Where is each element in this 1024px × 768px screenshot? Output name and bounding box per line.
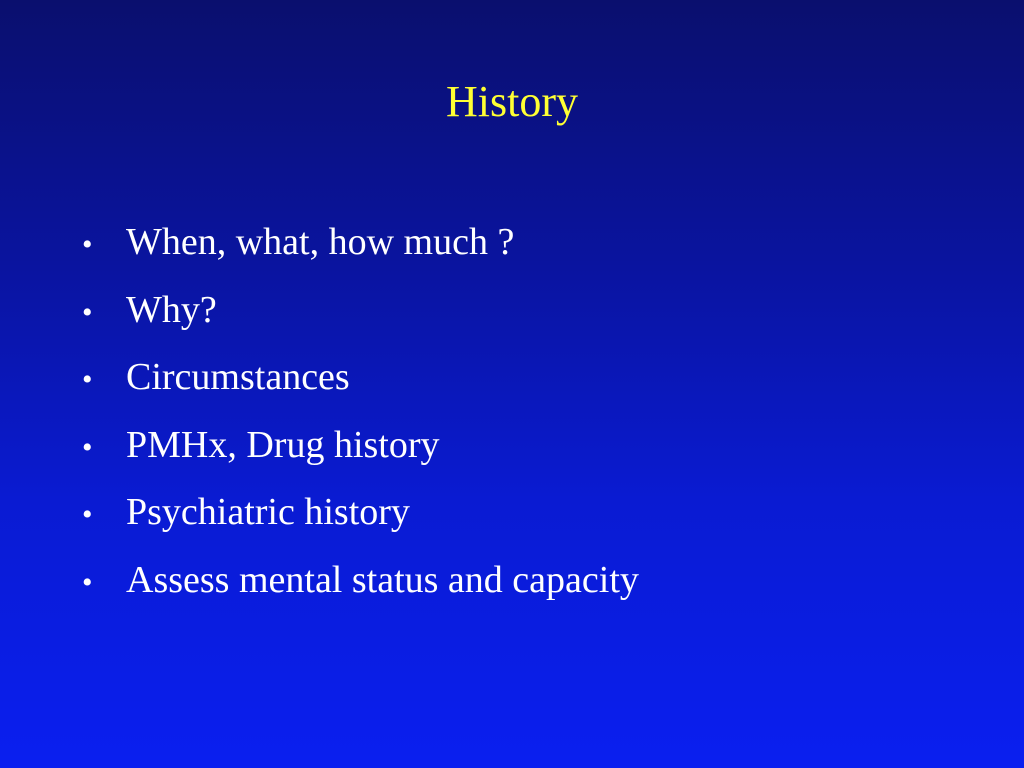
bullet-text: PMHx, Drug history	[126, 423, 440, 466]
bullet-icon: •	[82, 295, 93, 329]
bullet-icon: •	[82, 228, 93, 261]
bullet-text: Psychiatric history	[126, 491, 410, 533]
bullet-text: Assess mental status and capacity	[126, 558, 639, 601]
bullet-text: Why?	[126, 288, 217, 331]
bullet-item	[82, 210, 962, 278]
bullet-text: When, what, how much ?	[126, 221, 515, 263]
bullet-item	[82, 548, 962, 616]
bullet-icon: •	[82, 565, 93, 599]
bullet-item	[82, 413, 962, 481]
bullet-list	[82, 210, 962, 615]
bullet-text: Circumstances	[126, 356, 350, 398]
bullet-item	[82, 278, 962, 346]
bullet-item	[82, 480, 962, 548]
bullet-item	[82, 345, 962, 413]
bullet-icon: •	[82, 363, 93, 396]
bullet-icon: •	[82, 498, 93, 531]
slide-title: History	[446, 77, 578, 126]
bullet-icon: •	[82, 430, 93, 464]
